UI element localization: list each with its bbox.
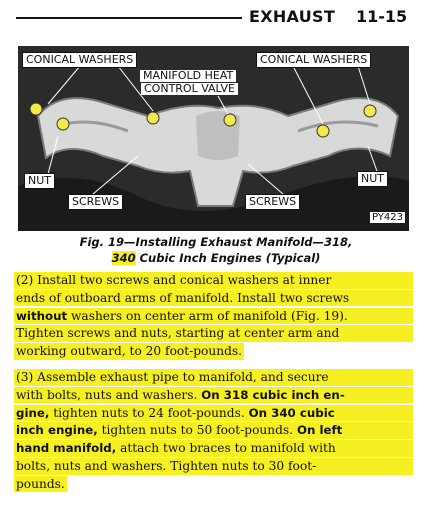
manifold-heat-label: MANIFOLD HEAT [140, 70, 236, 82]
p3-line-7: pounds. [16, 476, 65, 491]
p3-line-5: hand manifold, attach two braces to manifold with [14, 440, 413, 457]
paragraph-step-3 [14, 369, 413, 493]
p3-line-2: with bolts, nuts and washers. On 318 cubic inch en- [14, 387, 413, 404]
caption-highlight-340: 340 [111, 251, 136, 265]
control-valve-label: CONTROL VALVE [141, 83, 238, 95]
p2-line-4: Tighten screws and nuts, starting at center arm and [14, 325, 413, 342]
figure-caption [36, 234, 396, 266]
header-rule [16, 17, 242, 19]
conical-washers-label-left: CONICAL WASHERS [22, 52, 137, 68]
caption-line-1: Fig. 19—Installing Exhaust Manifold—318, [79, 235, 353, 249]
p3-line-6: bolts, nuts and washers. Tighten nuts to 30 foot- [14, 458, 413, 475]
plate-code: PY423 [372, 212, 404, 223]
caption-line-2: Cubic Inch Engines (Typical) [135, 251, 321, 265]
p3-line-4: inch engine, tighten nuts to 50 foot-pounds. On left [14, 422, 413, 439]
p2-line-1: (2) Install two screws and conical washers at inner [14, 272, 413, 289]
p3-line-1: (3) Assemble exhaust pipe to manifold, and secure [14, 369, 413, 386]
conical-washers-label-right: CONICAL WASHERS [256, 52, 371, 68]
nut-label-left: NUT [24, 173, 55, 189]
paragraph-step-2 [14, 272, 413, 361]
p2-line-5: working outward, to 20 foot-pounds. [16, 344, 243, 359]
nut-label-right: NUT [357, 171, 388, 187]
p2-line-3: without washers on center arm of manifold (Fig. 19). [14, 308, 413, 325]
p3-line-3: gine, tighten nuts to 24 foot-pounds. On 340 cubic [14, 405, 413, 422]
screws-label-left: SCREWS [68, 194, 123, 210]
section-title: EXHAUST [249, 7, 336, 26]
p2-bold-without: without [16, 308, 68, 323]
screws-label-right: SCREWS [245, 194, 300, 210]
p2-line-2: ends of outboard arms of manifold. Install two screws [14, 290, 413, 307]
page-number: 11-15 [356, 7, 408, 26]
